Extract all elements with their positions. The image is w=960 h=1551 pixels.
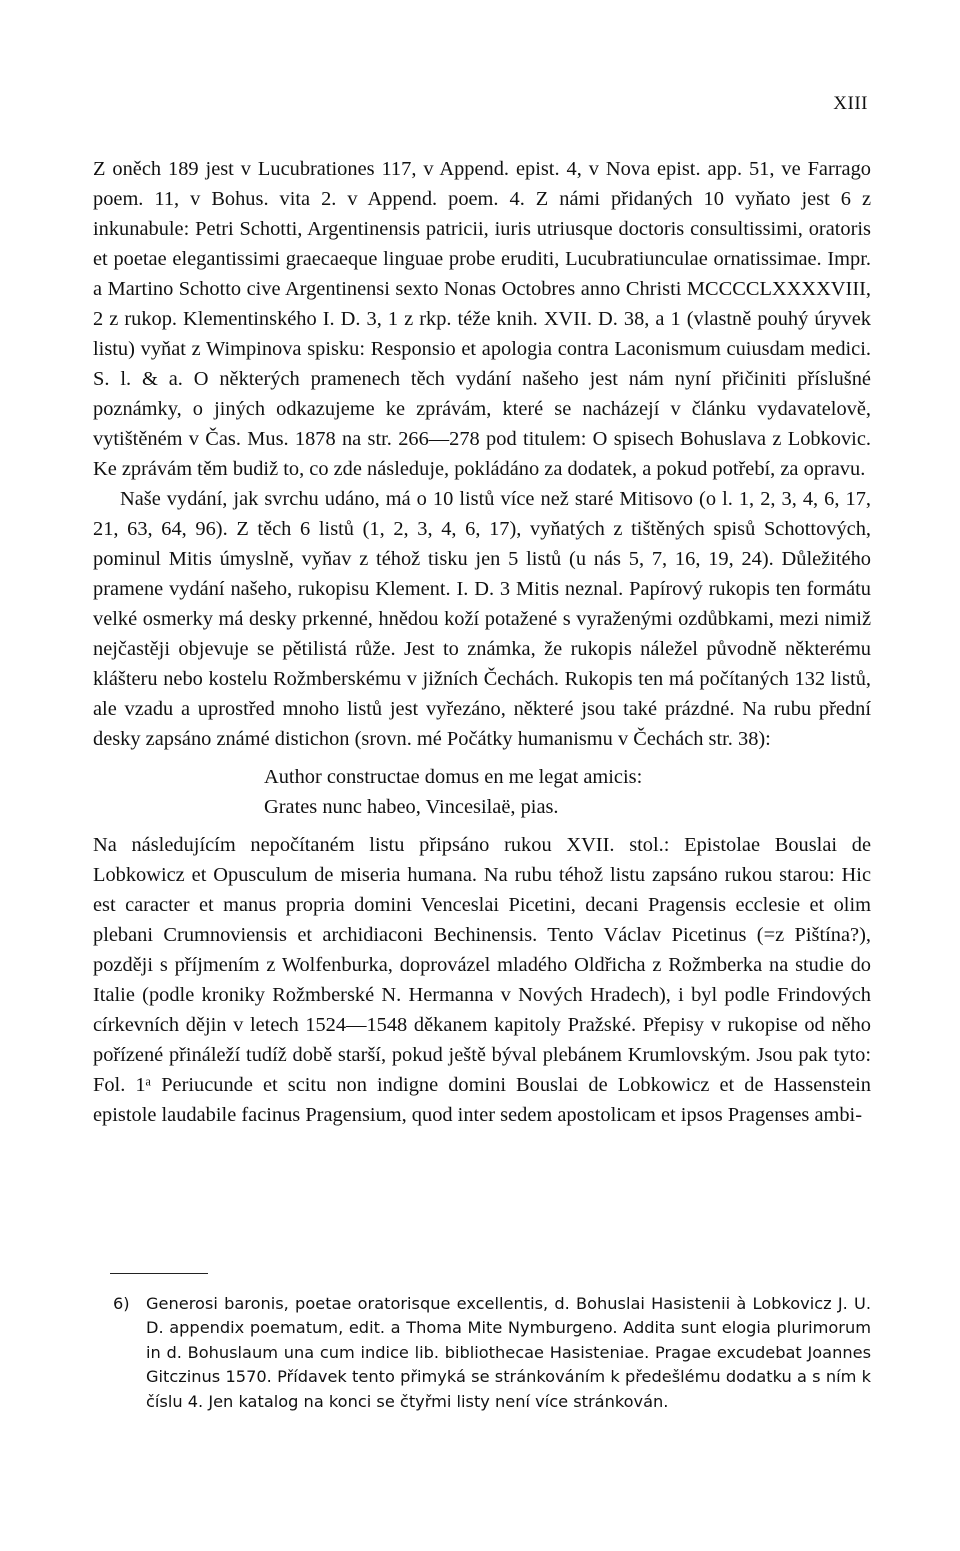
paragraph-1: Z oněch 189 jest v Lucubrationes 117, v Append. epist. 4, v Nova epist. app. 51, ve Farrago poem. 11, v Bohus. vita 2. v Append. poem. 4. Z námi přidaných 10 vyňato jest 6 z inkunabule: Petri Schotti, Argentinensis patricii, iuris utriusque doctoris consultissimi, oratoris et poetae elegantissimi graecaeque linguae probe eruditi, Lucubratiunculae ornatissimae. Impr. a Martino Schotto cive Argentinensi sexto Nonas Octobres anno Christi MCCCCLXXXXVIII, 2 z rukop. Klementinského I. D. 3, 1 z rkp. téže knih. XVII. D. 38, a 1 (vlastně pouhý úryvek listu) vyňat z Wimpinova spisku: Responsio et apologia contra Laconismum cuiusdam medici. S. l. & a. O některých pramenech těch vydání našeho jest nám nyní přičiniti příslušné poznámky, o jiných odkazujeme ke zprávám, které se nacházejí v článku vydavatelově, vytištěném v Čas. Mus. 1878 na str. 266—278 pod titulem: O spisech Bohuslava z Lobkovic. Ke zprávám těm budiž to, co zde následuje, pokládáno za dodatek, a pokud potřebí, za opravu.	[93, 158, 871, 480]
paragraph-3: Na následujícím nepočítaném listu připsáno rukou XVII. stol.: Epistolae Bouslai de Lobkowicz et Opusculum de miseria humana. Na rubu téhož listu zapsáno rukou starou: Hic est caracter et manus propria domini Venceslai Picetini, decani Pragensis ecclesie et olim plebani Crumnoviensis et archidiaconi Bechinensis. Tento Václav Picetinus (=z Pištína?), později s příjmením z Wolfenburka, doprovázel mladého Oldřicha z Rožmberka na studie do Italie (podle kroniky Rožmberské N. Hermanna v Nových Hradech), i byl podle Frindových církevních dějin v letech 1524—1548 děkanem kapitoly Pražské. Přepisy v rukopise od něho pořízené přináleží tudíž době starší, pokud ještě býval plebánem Krumlovským. Jsou pak tyto: Fol. 1ᵃ Periucunde et scitu non indigne domini Bouslai de Lobkowicz et de Hassenstein epistole laudabile facinus Pragensium, quod inter sedem apostolicam et ipsos Pragenses ambi-	[93, 834, 871, 1126]
footnote-6	[113, 1292, 871, 1414]
verse-distich	[264, 762, 871, 822]
footnotes	[113, 1292, 871, 1414]
main-text	[93, 154, 871, 1130]
page-number: XIII	[833, 93, 868, 114]
verse-line-1: Author constructae domus en me legat amicis:	[264, 766, 643, 788]
footnote-text: Generosi baronis, poetae oratorisque excellentis, d. Bohuslai Hasistenii à Lobkovicz J. U. D. appendix poematum, edit. a Thoma Mite Nymburgeno. Addita sunt elogia plurimorum in d. Bohuslaum una cum indice lib. bibliothecae Hasisteniae. Pragae excudebat Joannes Gitczinus 1570. Přídavek tento přimyká se stránkováním k předešlému dodatku a s ním k číslu 4. Jen katalog na konci se čtyřmi listy není více stránkován.	[146, 1294, 871, 1411]
footnote-mark: 6)	[113, 1294, 130, 1313]
paragraph-2: Naše vydání, jak svrchu udáno, má o 10 listů více než staré Mitisovo (o l. 1, 2, 3, 4, 6, 17, 21, 63, 64, 96). Z těch 6 listů (1, 2, 3, 4, 6, 17), vyňatých z tištěných spisů Schottových, pominul Mitis úmyslně, vyňav z téhož tisku jen 5 listů (u nás 5, 7, 16, 19, 24). Důležitého pramene vydání našeho, rukopisu Klement. I. D. 3 Mitis neznal. Papírový rukopis ten formátu velké osmerky má desky prkenné, hnědou koží potažené s vyraženými ozdůbkami, mezi nimiž nejčastěji objevuje se pětilistá růže. Jest to známka, že rukopis náležel původně některému klášteru nebo kostelu Rožmberskému v jižních Čechách. Rukopis ten má počítaných 132 listů, ale vzadu a uprostřed mnoho listů jest vyřezáno, některé jsou také prázdné. Na rubu přední desky zapsáno známé distichon (srovn. mé Počátky humanismu v Čechách str. 38):	[93, 488, 871, 750]
footnote-divider	[110, 1273, 208, 1274]
verse-line-2: Grates nunc habeo, Vincesilaë, pias.	[264, 796, 559, 818]
